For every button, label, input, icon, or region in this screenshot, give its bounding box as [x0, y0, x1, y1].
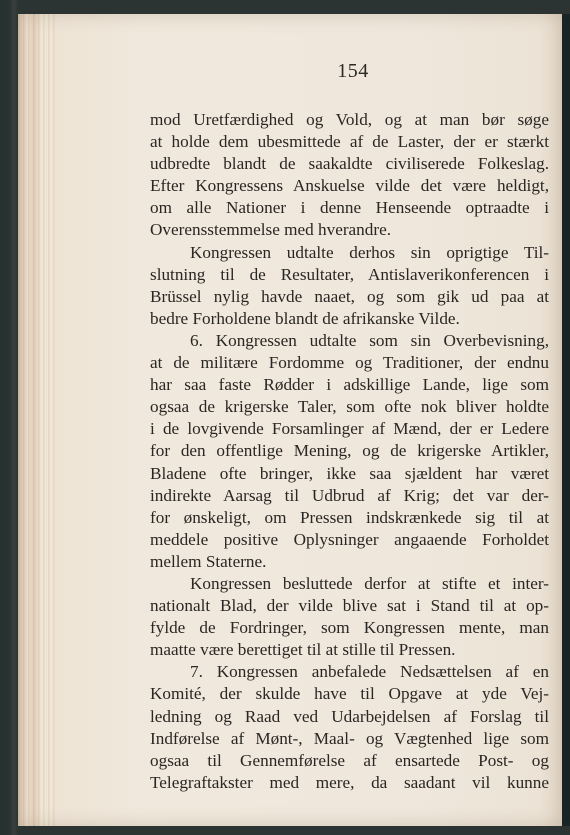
body-text	[150, 109, 549, 794]
text-line: 7. Kongressen anbefalede Nedsættelsen af en	[190, 662, 549, 682]
text-line: mod Uretfærdighed og Vold, og at man bør søge	[150, 110, 549, 129]
text-line: indirekte Aarsag til Udbrud af Krig; det var der-	[150, 485, 549, 505]
text-line: i de lovgivende Forsamlinger af Mænd, der er Ledere	[150, 419, 549, 439]
text-line: Komité, der skulde have til Opgave at yde Vej-	[150, 684, 549, 704]
text-line: for ønskeligt, om Pressen indskrænkede sig til at	[150, 507, 549, 527]
text-line: ledning og Raad ved Udarbejdelsen af Forslag til	[150, 706, 549, 726]
text-line: 6. Kongressen udtalte som sin Overbevisning,	[190, 330, 549, 350]
text-line: Kongressen udtalte derhos sin oprigtige Til-	[190, 242, 549, 262]
text-line: udbredte blandt de saakaldte civiliserede Folkeslag.	[150, 154, 549, 174]
text-line: nationalt Blad, der vilde blive sat i Stand til at op-	[150, 596, 549, 616]
text-line: ogsaa de krigerske Taler, som ofte nok bliver holdte	[150, 397, 549, 417]
text-line: for den offentlige Mening, og de krigerske Artikler,	[150, 441, 549, 461]
text-line: om alle Nationer i denne Henseende optraadte i	[150, 198, 549, 218]
page-number: 154	[337, 60, 369, 82]
text-line: Brüssel nylig havde naaet, og som gik ud paa at	[150, 286, 549, 306]
text-line: Telegraftakster med mere, da saadant vil kunne	[150, 772, 549, 792]
text-line: mellem Staterne.	[150, 551, 267, 571]
text-line: at de militære Fordomme og Traditioner, der endnu	[150, 353, 549, 373]
text-line: Overensstemmelse med hverandre.	[150, 220, 392, 240]
text-line: Efter Kongressens Anskuelse vilde det være heldigt,	[150, 176, 549, 196]
text-line: Kongressen besluttede derfor at stifte et inter-	[190, 573, 549, 593]
book-page	[18, 14, 562, 826]
text-line: meddele positive Oplysninger angaaende Forholdet	[150, 529, 549, 549]
text-line: bedre Forholdene blandt de afrikanske Vilde.	[150, 308, 460, 328]
text-line: fylde de Fordringer, som Kongressen mente, man	[150, 618, 549, 638]
text-line: slutning til de Resultater, Antislaverikonferencen i	[150, 264, 549, 284]
text-line: har saa faste Rødder i adskillige Lande, lige som	[150, 375, 549, 395]
text-line: Indførelse af Mønt-, Maal- og Vægtenhed lige som	[150, 728, 549, 748]
scan-edge-shadow	[562, 14, 570, 826]
text-line: ogsaa til Gennemførelse af ensartede Post- og	[150, 750, 549, 770]
text-line: maatte være berettiget til at stille til Pressen.	[150, 640, 456, 660]
text-line: at holde dem ubesmittede af de Laster, der er stærkt	[150, 132, 549, 152]
text-line: Bladene ofte bringer, ikke saa sjældent har været	[150, 463, 549, 483]
